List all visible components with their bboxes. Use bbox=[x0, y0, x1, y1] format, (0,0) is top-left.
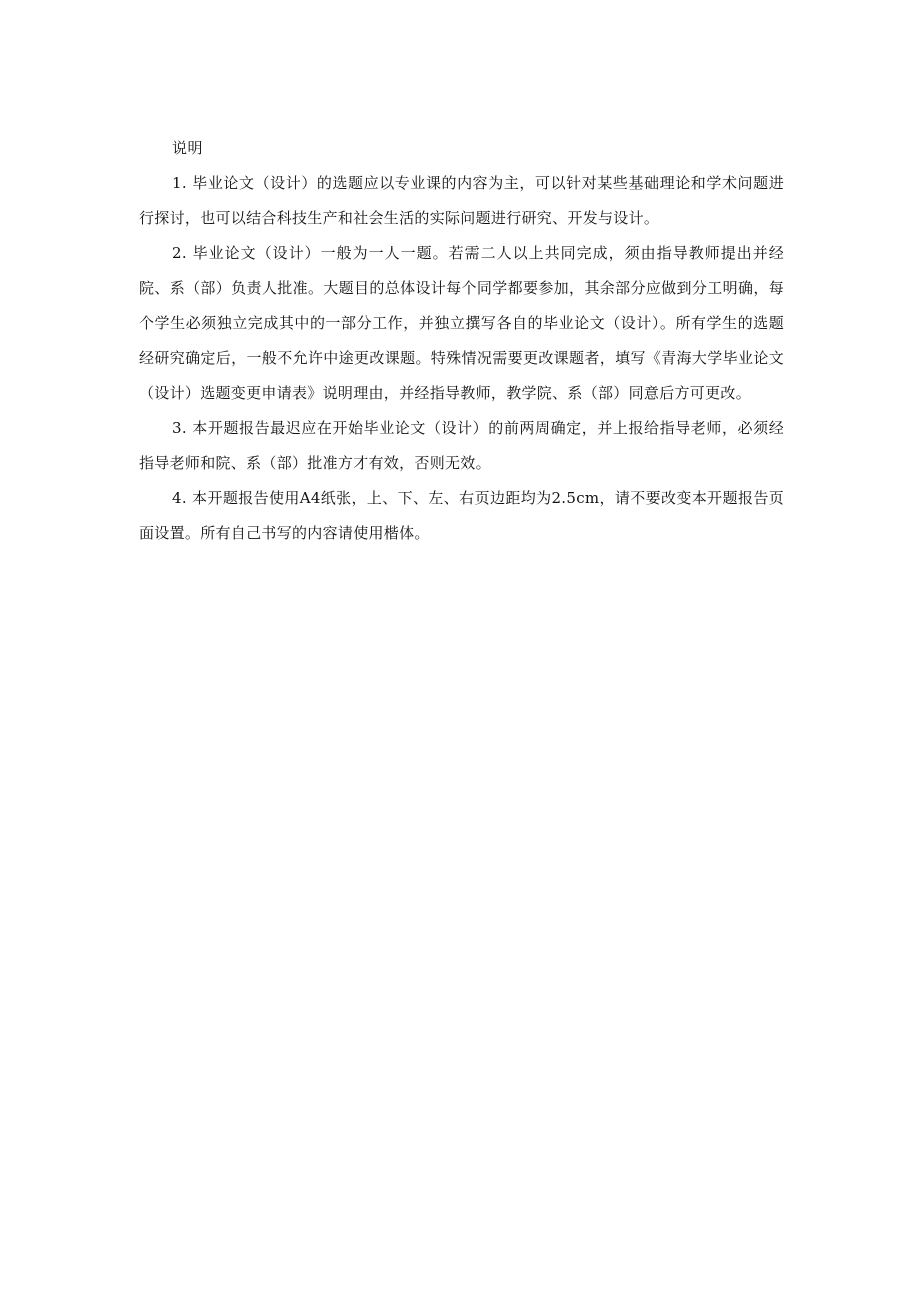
instruction-item-3: 3. 本开题报告最迟应在开始毕业论文（设计）的前两周确定，并上报给指导老师，必须经指导老师和院、系（部）批准方才有效，否则无效。 bbox=[139, 419, 784, 472]
document-heading: 说明 bbox=[172, 139, 204, 157]
instruction-item-4: 4. 本开题报告使用A4纸张，上、下、左、右页边距均为2.5cm，请不要改变本开题报告页面设置。所有自己书写的内容请使用楷体。 bbox=[139, 489, 784, 542]
instruction-item-2: 2. 毕业论文（设计）一般为一人一题。若需二人以上共同完成，须由指导教师提出并经院、系（部）负责人批准。大题目的总体设计每个同学都要参加，其余部分应做到分工明确，每个学生必须独立完成其中的一部分工作，并独立撰写各自的毕业论文（设计）。所有学生的选题经研究确定后，一般不允许中途更改课题。特殊情况需要更改课题者，填写《青海大学毕业论文（设计）选题变更申请表》说明理由，并经指导教师，教学院、系（部）同意后方可更改。 bbox=[139, 244, 784, 402]
document-page bbox=[139, 131, 784, 551]
instruction-item-1: 1. 毕业论文（设计）的选题应以专业课的内容为主，可以针对某些基础理论和学术问题进行探讨，也可以结合科技生产和社会生活的实际问题进行研究、开发与设计。 bbox=[139, 174, 784, 227]
